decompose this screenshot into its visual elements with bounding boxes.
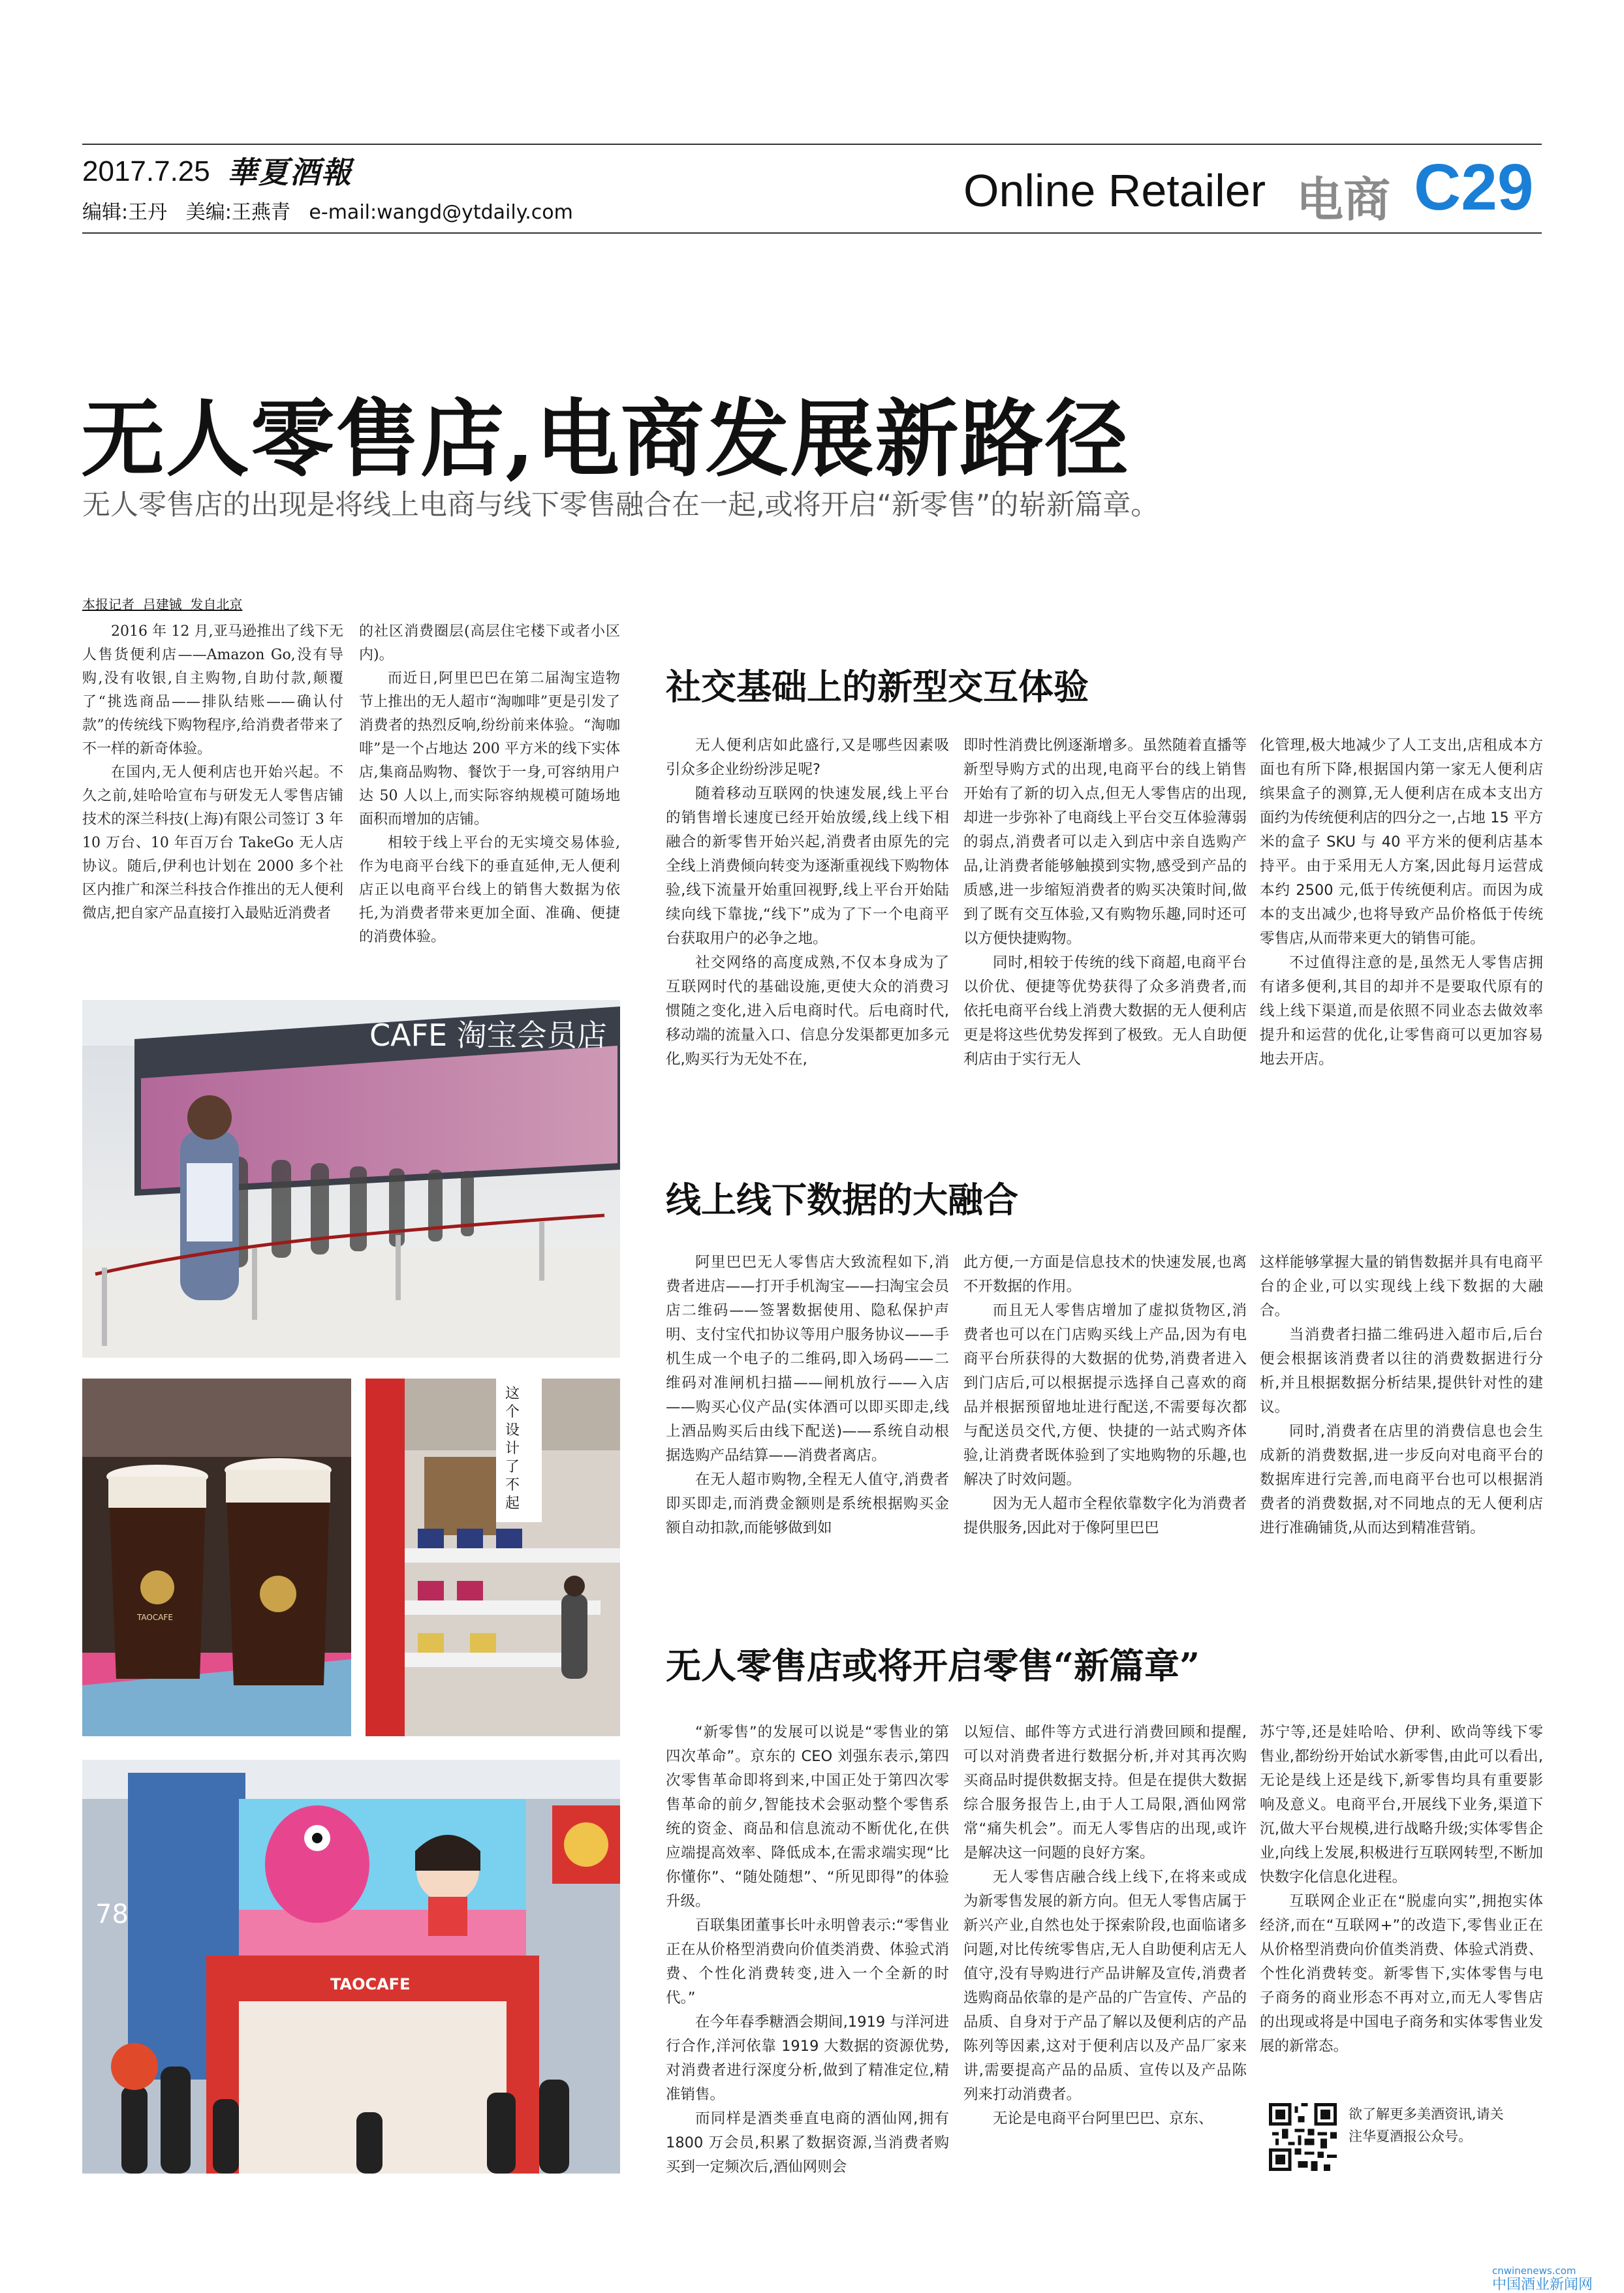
paragraph: 当消费者扫描二维码进入超市后,后台便会根据该消费者以往的消费数据进行分析,并且根据数据分析结果,提供针对性的建议。	[1260, 1326, 1543, 1416]
section1-column-1	[666, 734, 949, 1099]
paragraph: 这样能够掌握大量的销售数据并具有电商平台的企业,可以实现线上线下数据的大融合。	[1260, 1254, 1543, 1319]
paragraph: 在无人超市购物,全程无人值守,消费者即买即走,而消费金额则是系统根据购买金额自动扣款,而能够做到如	[666, 1471, 949, 1536]
section3-column-1	[666, 1721, 949, 2177]
intro-column-1	[82, 620, 343, 926]
mascot-character	[265, 1805, 369, 1923]
paragraph: 无人零售店融合线上线下,在将来或成为新零售发展的新方向。但无人零售店属于新兴产业,自然也处于探索阶段,也面临诸多问题,对比传统零售店,无人自助便利店无人值守,没有导购进行产品讲解及宣传,消费者选购商品依靠的是产品的广告宣传、产品的品质、自身对于产品了解以及便利店的产品陈列等因素,这对于便利店以及产品厂家来讲,需要提高产品的品质、宣传以及产品陈列来打动消费者。	[963, 1869, 1247, 2103]
page-number: C29	[1414, 151, 1534, 224]
page-subheadline: 无人零售店的出现是将线上电商与线下零售融合在一起,或将开启“新零售”的崭新篇章。	[82, 489, 1159, 522]
footer-site-cn: 中国酒业新闻网	[1492, 2277, 1593, 2293]
cup-logo-icon	[260, 1576, 296, 1612]
paragraph: 相较于线上平台的无实境交易体验,作为电商平台线下的垂直延伸,无人便利店正以电商平台线上的销售大数据为依托,为消费者带来更加全面、准确、便捷的消费体验。	[359, 835, 620, 945]
paragraph: 互联网企业正在“脱虚向实”,拥抱实体经济,而在“互联网+”的改造下,零售业正在从价格型消费向价值类消费、体验式消费、个性化消费转变。新零售下,实体零售与电子商务的商业形态不再对立,而无人零售店的出现或将是中国电子商务和实体零售业发展的新常态。	[1260, 1893, 1543, 2055]
section-name-en: Online Retailer	[963, 165, 1266, 216]
section-heading: 线上线下数据的大融合	[666, 1179, 1018, 1221]
paragraph: 而近日,阿里巴巴在第二届淘宝造物节上推出的无人超市“淘咖啡”更是引发了消费者的热烈反响,纷纷前来体验。“淘咖啡”是一个占地达 200 平方米的线下实体店,集商品购物、餐饮于一身,可容纳用户达 50 人以上,而实际容纳规模可随场地面积而增加的店铺。	[359, 670, 620, 828]
paragraph: 无人便利店如此盛行,又是哪些因素吸引众多企业纷纷涉足呢?	[666, 737, 949, 778]
footer-watermark	[1492, 2264, 1593, 2292]
paragraph: 此方便,一方面是信息技术的快速发展,也离不开数据的作用。	[963, 1254, 1247, 1295]
storefront-sign: TAOCAFE	[330, 1975, 411, 1993]
paragraph: 苏宁等,还是娃哈哈、伊利、欧尚等线下零售业,都纷纷开始试水新零售,由此可以看出,无论是线上还是线下,新零售均具有重要影响及意义。电商平台,开展线下业务,渠道下沉,做大平台规模,进行战略升级;实体零售企业,向线上发展,积极进行互联网转型,不断加快数字化信息化进程。	[1260, 1724, 1543, 1886]
photo-store-queue	[82, 1000, 620, 1358]
editor-credits: 编辑:王丹 美编:王燕青 e-mail:wangd@ytdaily.com	[82, 201, 573, 224]
shelf-banner: 这个设计了不起	[505, 1386, 520, 1512]
paragraph: 化管理,极大地减少了人工支出,店租成本方面也有所下降,根据国内第一家无人便利店缤果盒子的测算,无人便利店在成本支出方面约为传统便利店的四分之一,占地 15 平方米的盒子 SKU 与 40 平方米的便利店基本持平。由于采用无人方案,因此每月运营成本约 2500 元,低于传统便利店。而因为成本的支出减少,也将导致产品价格低于传统零售店,从而带来更大的销售可能。	[1260, 737, 1543, 947]
shelves-illustration	[366, 1379, 620, 1736]
photo-storefront	[82, 1760, 620, 2174]
footer-site-en: cnwinenews.com	[1492, 2265, 1576, 2277]
storefront-illustration	[82, 1760, 620, 2174]
paragraph: 因为无人超市全程依靠数字化为消费者提供服务,因此对于像阿里巴巴	[963, 1495, 1247, 1536]
paragraph: 百联集团董事长叶永明曾表示:“零售业正在从价格型消费向价值类消费、体验式消费、个性化消费转变,进入一个全新的时代。”	[666, 1917, 949, 2006]
intro-column-2	[359, 620, 620, 949]
paragraph: 而同样是酒类垂直电商的酒仙网,拥有 1800 万会员,积累了数据资源,当消费者购买到一定频次后,酒仙网则会	[666, 2110, 949, 2176]
paragraph: 社交网络的高度成熟,不仅本身成为了互联网时代的基础设施,更使大众的消费习惯随之变化,进入后电商时代。后电商时代,移动端的流量入口、信息分发渠都更加多元化,购买行为无处不在,	[666, 954, 949, 1068]
coffee-cups-illustration	[82, 1379, 351, 1736]
paragraph: 而且无人零售店增加了虚拟货物区,消费者也可以在门店购买线上产品,因为有电商平台所获得的大数据的优势,消费者进入到门店后,可以根据提示选择自己喜欢的商品并根据预留地址进行配送,不需要每次都与配送员交代,方便、快捷的一站式购齐体验,让消费者既体验到了实地购物的乐趣,也解决了时效问题。	[963, 1302, 1247, 1488]
paragraph: 以短信、邮件等方式进行消费回顾和提醒,可以对消费者进行数据分析,并对其再次购买商品时提供数据支持。但是在提供大数据综合服务报告上,由于人工局限,酒仙网常常“痛失机会”。而无人零售店的出现,或许是解决这一问题的良好方案。	[963, 1724, 1247, 1862]
qr-code[interactable]	[1269, 2103, 1337, 2171]
store-queue-illustration	[82, 1000, 620, 1358]
section2-column-2	[963, 1251, 1247, 1577]
section1-column-3	[1260, 734, 1543, 1099]
section-heading: 社交基础上的新型交互体验	[666, 666, 1089, 708]
paragraph: 在国内,无人便利店也开始兴起。不久之前,娃哈哈宣布与研发无人零售店铺技术的深兰科技(上海)有限公司签订 3 年 10 万台、10 年百万台 TakeGo 无人店协议。随后,伊利也计划在 2000 多个社区内推广和深兰科技合作推出的无人便利微店,把自家产品直接打入最贴近消费者	[82, 764, 343, 922]
paragraph: “新零售”的发展可以说是“零售业的第四次革命”。京东的 CEO 刘强东表示,第四次零售革命即将到来,中国正处于第四次零售革命的前夕,智能技术会驱动整个零售系统的资金、商品和信息流动不断优化,在供应端提高效率、降低成本,在需求端实现“比你懂你”、“随处随想”、“所见即得”的体验升级。	[666, 1724, 949, 1910]
photo-shelves	[366, 1379, 620, 1736]
paragraph: 即时性消费比例逐渐增多。虽然随着直播等新型导购方式的出现,电商平台的线上销售开始有了新的切入点,但无人零售店的出现,却进一步弥补了电商线上平台交互体验薄弱的弱点,消费者可以走入到店中亲自选购产品,让消费者能够触摸到实物,感受到产品的质感,进一步缩短消费者的购买决策时间,做到了既有交互体验,又有购物乐趣,同时还可以方便快捷购物。	[963, 737, 1247, 947]
section-heading: 无人零售店或将开启零售“新篇章”	[666, 1645, 1200, 1687]
section2-column-3	[1260, 1251, 1543, 1577]
issue-date: 2017.7.25	[82, 155, 210, 187]
section-name-cn: 电商	[1296, 172, 1391, 227]
paragraph: 2016 年 12 月,亚马逊推出了线下无人售货便利店——Amazon Go,没有导购,没有收银,自主购物,自助付款,颠覆了“挑选商品——排队结账——确认付款”的传统线下购物程序,给消费者带来了不一样的新奇体验。	[82, 623, 343, 757]
mascot-character	[111, 2043, 158, 2090]
paragraph: 同时,消费者在店里的消费信息也会生成新的消费数据,进一步反向对电商平台的数据库进行完善,而电商平台也可以根据消费者的消费数据,对不同地点的无人便利店进行准确铺货,从而达到精准营销。	[1260, 1423, 1543, 1536]
header-top-rule	[82, 144, 1542, 145]
section2-column-1	[666, 1251, 949, 1577]
store-sign: CAFE 淘宝会员店	[369, 1018, 607, 1053]
paper-name: 華夏酒報	[227, 155, 352, 190]
page-headline: 无人零售店,电商发展新路径	[81, 390, 1130, 488]
section3-column-2	[963, 1721, 1247, 2177]
photo-coffee-cups	[82, 1379, 351, 1736]
section3-column-3	[1260, 1721, 1543, 2086]
cup-brand: TAOCAFE	[137, 1613, 173, 1622]
paragraph: 的社区消费圈层(高层住宅楼下或者小区内)。	[359, 623, 620, 663]
paragraph: 同时,相较于传统的线下商超,电商平台以价优、便捷等优势获得了众多消费者,而依托电商平台线上消费大数据的无人便利店更是将这些优势发挥到了极致。无人自助便利店由于实行无人	[963, 954, 1247, 1068]
paragraph: 随着移动互联网的快速发展,线上平台的销售增长速度已经开始放缓,线上线下相融合的新零售开始兴起,消费者由原先的完全线上消费倾向转变为逐渐重视线下购物体验,线下流量开始重回视野,线上平台开始陆续向线下靠拢,“线下”成为了下一个电商平台获取用户的必争之地。	[666, 785, 949, 947]
wall-tag: 78	[95, 1899, 129, 1929]
qr-code-icon	[1269, 2103, 1337, 2171]
section1-column-2	[963, 734, 1247, 1099]
header-bottom-rule	[82, 232, 1542, 234]
cup-logo-icon	[140, 1570, 174, 1604]
paragraph: 无论是电商平台阿里巴巴、京东、	[993, 2110, 1213, 2127]
paragraph: 在今年春季糖酒会期间,1919 与洋河进行合作,洋河依靠 1919 大数据的资源优势,对消费者进行深度分析,做到了精准定位,精准销售。	[666, 2014, 949, 2103]
qr-caption: 欲了解更多美酒资讯,请关注华夏酒报公众号。	[1349, 2106, 1504, 2144]
paragraph: 阿里巴巴无人零售店大致流程如下,消费者进店——打开手机淘宝——扫淘宝会员店二维码——签署数据使用、隐私保护声明、支付宝代扣协议等用户服务协议——手机生成一个电子的二维码,即入场码——二维码对准闸机扫描——闸机放行——入店——购买心仪产品(实体酒可以即买即走,线上酒品购买后由线下配送)——系统自动根据选购产品结算——消费者离店。	[666, 1254, 949, 1464]
paragraph: 不过值得注意的是,虽然无人零售店拥有诸多便利,其目的却并不是要取代原有的线上线下渠道,而是依照不同业态去做效率提升和运营的优化,让零售商可以更加容易地去开店。	[1260, 954, 1543, 1068]
byline: 本报记者 吕建铖 发自北京	[82, 597, 243, 612]
